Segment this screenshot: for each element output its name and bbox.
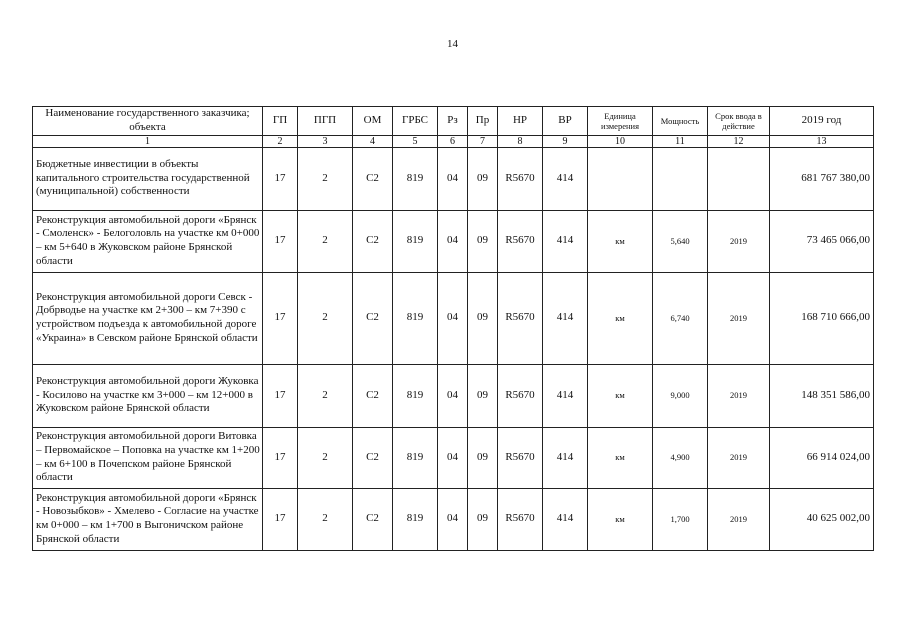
cell-grbs: 819: [393, 488, 438, 550]
header-year: 2019 год: [770, 107, 874, 136]
cell-pgp: 2: [298, 364, 353, 427]
cell-pgp: 2: [298, 488, 353, 550]
cell-gp: 17: [263, 364, 298, 427]
cell-amount: 168 710 666,00: [770, 272, 874, 364]
cell-unit: км: [588, 272, 653, 364]
cell-capacity: 4,900: [653, 427, 708, 488]
column-number: 8: [498, 135, 543, 147]
cell-pgp: 2: [298, 210, 353, 272]
cell-capacity: 6,740: [653, 272, 708, 364]
cell-vr: 414: [543, 147, 588, 210]
cell-nr: R5670: [498, 364, 543, 427]
cell-om: С2: [353, 488, 393, 550]
row-name: Реконструкция автомобильной дороги Севск - Добрводье на участке км 2+300 – км 7+390 с устройством подъезда к автомобильной дороге «Украина» в Севском районе Брянской области: [33, 272, 263, 364]
table-row: [33, 272, 874, 364]
column-number: 13: [770, 135, 874, 147]
table-row: [33, 488, 874, 550]
row-name: Реконструкция автомобильной дороги «Брянск - Смоленск» - Белоголовль на участке км 0+000 – км 5+640 в Жуковском районе Брянской области: [33, 210, 263, 272]
cell-nr: R5670: [498, 147, 543, 210]
column-number: 12: [708, 135, 770, 147]
table-row: [33, 364, 874, 427]
cell-unit: [588, 147, 653, 210]
header-vr: ВР: [543, 107, 588, 136]
cell-om: С2: [353, 364, 393, 427]
cell-nr: R5670: [498, 488, 543, 550]
cell-vr: 414: [543, 272, 588, 364]
column-number: 2: [263, 135, 298, 147]
cell-unit: км: [588, 488, 653, 550]
cell-grbs: 819: [393, 364, 438, 427]
cell-pgp: 2: [298, 272, 353, 364]
column-number-row: [33, 135, 874, 147]
page-number: 14: [447, 38, 458, 50]
cell-capacity: [653, 147, 708, 210]
column-number: 3: [298, 135, 353, 147]
cell-term: 2019: [708, 210, 770, 272]
column-number: 6: [438, 135, 468, 147]
cell-gp: 17: [263, 272, 298, 364]
header-name: Наименование государственного заказчика; объекта: [33, 107, 263, 136]
header-unit: Единица измерения: [588, 107, 653, 136]
cell-capacity: 5,640: [653, 210, 708, 272]
column-number: 11: [653, 135, 708, 147]
cell-amount: 40 625 002,00: [770, 488, 874, 550]
cell-grbs: 819: [393, 147, 438, 210]
cell-pr: 09: [468, 427, 498, 488]
header-term: Срок ввода в действие: [708, 107, 770, 136]
table-row: [33, 147, 874, 210]
cell-pr: 09: [468, 272, 498, 364]
cell-rz: 04: [438, 488, 468, 550]
header-pr: Пр: [468, 107, 498, 136]
cell-gp: 17: [263, 147, 298, 210]
cell-amount: 73 465 066,00: [770, 210, 874, 272]
column-number: 7: [468, 135, 498, 147]
header-nr: НР: [498, 107, 543, 136]
cell-pgp: 2: [298, 427, 353, 488]
cell-pgp: 2: [298, 147, 353, 210]
cell-vr: 414: [543, 364, 588, 427]
cell-capacity: 9,000: [653, 364, 708, 427]
cell-amount: 148 351 586,00: [770, 364, 874, 427]
cell-unit: км: [588, 427, 653, 488]
cell-term: 2019: [708, 427, 770, 488]
row-name: Реконструкция автомобильной дороги «Брянск - Новозыбков» - Хмелево - Согласие на участке км 0+000 – км 1+700 в Выгоничском районе Брянской области: [33, 488, 263, 550]
cell-rz: 04: [438, 147, 468, 210]
cell-pr: 09: [468, 210, 498, 272]
header-gp: ГП: [263, 107, 298, 136]
cell-om: С2: [353, 272, 393, 364]
cell-amount: 66 914 024,00: [770, 427, 874, 488]
row-name: Реконструкция автомобильной дороги Витовка – Первомайское – Поповка на участке км 1+200 – км 6+100 в Почепском районе Брянской области: [33, 427, 263, 488]
cell-om: С2: [353, 427, 393, 488]
cell-om: С2: [353, 210, 393, 272]
cell-nr: R5670: [498, 272, 543, 364]
cell-grbs: 819: [393, 272, 438, 364]
cell-term: 2019: [708, 272, 770, 364]
cell-unit: км: [588, 364, 653, 427]
cell-term: 2019: [708, 364, 770, 427]
cell-pr: 09: [468, 488, 498, 550]
table-row: [33, 210, 874, 272]
cell-grbs: 819: [393, 210, 438, 272]
header-om: ОМ: [353, 107, 393, 136]
header-row: [33, 107, 874, 136]
cell-gp: 17: [263, 488, 298, 550]
table-row: [33, 427, 874, 488]
column-number: 1: [33, 135, 263, 147]
cell-rz: 04: [438, 427, 468, 488]
table-body: [33, 107, 874, 551]
cell-unit: км: [588, 210, 653, 272]
cell-rz: 04: [438, 364, 468, 427]
cell-om: С2: [353, 147, 393, 210]
row-name: Бюджетные инвестиции в объекты капитального строительства государственной (муниципальной) собственности: [33, 147, 263, 210]
cell-gp: 17: [263, 427, 298, 488]
cell-term: 2019: [708, 488, 770, 550]
cell-nr: R5670: [498, 210, 543, 272]
cell-gp: 17: [263, 210, 298, 272]
cell-rz: 04: [438, 272, 468, 364]
cell-vr: 414: [543, 427, 588, 488]
column-number: 5: [393, 135, 438, 147]
cell-amount: 681 767 380,00: [770, 147, 874, 210]
cell-vr: 414: [543, 488, 588, 550]
column-number: 9: [543, 135, 588, 147]
header-capacity: Мощность: [653, 107, 708, 136]
cell-pr: 09: [468, 364, 498, 427]
row-name: Реконструкция автомобильной дороги Жуковка - Косилово на участке км 3+000 – км 12+000 в Жуковском районе Брянской области: [33, 364, 263, 427]
cell-term: [708, 147, 770, 210]
column-number: 10: [588, 135, 653, 147]
header-rz: Рз: [438, 107, 468, 136]
column-number: 4: [353, 135, 393, 147]
header-grbs: ГРБС: [393, 107, 438, 136]
cell-vr: 414: [543, 210, 588, 272]
cell-grbs: 819: [393, 427, 438, 488]
cell-nr: R5670: [498, 427, 543, 488]
header-pgp: ПГП: [298, 107, 353, 136]
cell-capacity: 1,700: [653, 488, 708, 550]
cell-pr: 09: [468, 147, 498, 210]
cell-rz: 04: [438, 210, 468, 272]
budget-table: [32, 106, 874, 551]
